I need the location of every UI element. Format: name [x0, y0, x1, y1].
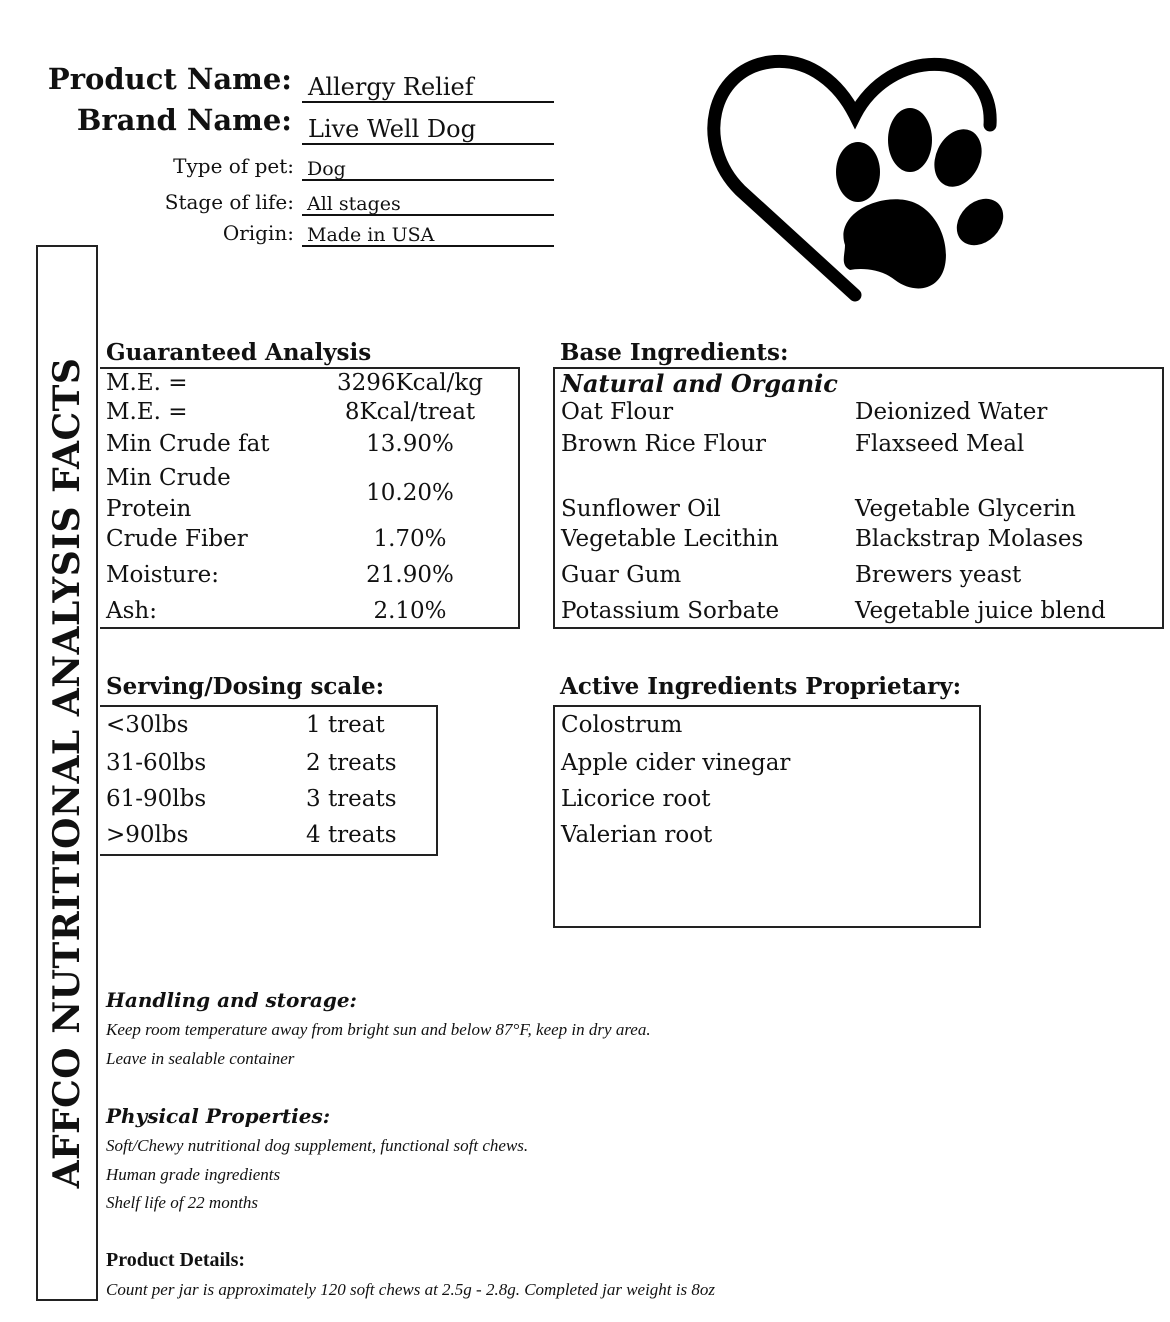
active-ingredients-box	[553, 705, 981, 928]
brand-name-label: Brand Name:	[76, 103, 292, 137]
active-ingredients-title: Active Ingredients Proprietary:	[560, 673, 962, 700]
ingredient-item: Sunflower Oil	[561, 496, 721, 522]
ingredient-item: Potassium Sorbate	[561, 598, 780, 624]
ga-label: Moisture:	[106, 562, 219, 588]
serving-weight: >90lbs	[106, 822, 189, 848]
base-ingredients-box	[553, 367, 1164, 629]
stage-of-life-value: All stages	[307, 193, 401, 215]
ingredient-item: Vegetable juice blend	[855, 598, 1106, 624]
type-of-pet-label: Type of pet:	[173, 154, 294, 178]
ga-value: 21.90%	[366, 562, 454, 588]
origin-label: Origin:	[222, 221, 294, 245]
ga-label: Min Crude Protein	[106, 465, 231, 523]
ga-value: 2.10%	[373, 598, 447, 624]
base-ingredients-subtitle: Natural and Organic	[561, 369, 838, 398]
product-name-value: Allergy Relief	[308, 73, 474, 101]
guaranteed-analysis-table	[100, 367, 520, 629]
stage-of-life-field	[302, 188, 554, 216]
type-of-pet-field	[302, 152, 554, 181]
serving-title: Serving/Dosing scale:	[106, 673, 385, 700]
product-details-line: Count per jar is approximately 120 soft chews at 2.5g - 2.8g. Completed jar weight is 8oz	[106, 1280, 715, 1299]
handling-title: Handling and storage:	[106, 988, 357, 1012]
serving-weight: 61-90lbs	[106, 786, 207, 812]
ga-value: 8Kcal/treat	[344, 399, 476, 425]
serving-dose: 1 treat	[306, 712, 385, 738]
physical-line: Human grade ingredients	[106, 1165, 281, 1184]
ingredient-item: Oat Flour	[561, 399, 674, 425]
product-details-title: Product Details:	[106, 1249, 246, 1271]
origin-value: Made in USA	[307, 224, 435, 246]
origin-field	[302, 219, 554, 247]
ingredient-item: Blackstrap Molases	[855, 526, 1084, 552]
physical-line: Shelf life of 22 months	[106, 1193, 259, 1212]
handling-line: Leave in sealable container	[106, 1049, 295, 1068]
serving-dose: 2 treats	[306, 750, 397, 776]
ingredient-item: Vegetable Lecithin	[561, 526, 779, 552]
ga-value: 10.20%	[366, 480, 454, 506]
ga-value: 3296Kcal/kg	[336, 370, 484, 396]
ingredient-item: Guar Gum	[561, 562, 682, 588]
physical-title: Physical Properties:	[106, 1104, 331, 1128]
ga-label: M.E. =	[106, 399, 188, 425]
ingredient-item: Deionized Water	[855, 399, 1048, 425]
ga-value: 1.70%	[373, 526, 447, 552]
stage-of-life-label: Stage of life:	[164, 190, 294, 214]
serving-dose: 4 treats	[306, 822, 397, 848]
ga-value: 13.90%	[366, 431, 454, 457]
product-name-field	[302, 68, 554, 103]
ga-label: Min Crude fat	[106, 431, 270, 457]
brand-name-field	[302, 110, 554, 145]
ga-label: Ash:	[106, 598, 157, 624]
active-ingredient: Valerian root	[561, 822, 713, 848]
serving-dose: 3 treats	[306, 786, 397, 812]
base-ingredients-title: Base Ingredients:	[560, 339, 789, 366]
side-banner	[36, 245, 98, 1301]
side-banner-text: AFFCO NUTRITIONAL ANALYSIS FACTS	[46, 357, 88, 1189]
serving-weight: <30lbs	[106, 712, 189, 738]
ingredient-item: Vegetable Glycerin	[855, 496, 1076, 522]
ingredient-item: Flaxseed Meal	[855, 431, 1025, 457]
serving-weight: 31-60lbs	[106, 750, 207, 776]
handling-line: Keep room temperature away from bright sun and below 87°F, keep in dry area.	[106, 1020, 651, 1039]
guaranteed-analysis-title: Guaranteed Analysis	[106, 339, 372, 366]
product-name-label: Product Name:	[47, 62, 292, 96]
active-ingredient: Licorice root	[561, 786, 711, 812]
brand-name-value: Live Well Dog	[308, 115, 476, 143]
active-ingredient: Apple cider vinegar	[561, 750, 791, 776]
heart-paw-icon	[700, 40, 1010, 310]
serving-table	[100, 705, 438, 856]
active-ingredient: Colostrum	[561, 712, 683, 738]
ga-label: Crude Fiber	[106, 526, 248, 552]
type-of-pet-value: Dog	[307, 158, 346, 180]
ingredient-item: Brewers yeast	[855, 562, 1022, 588]
physical-line: Soft/Chewy nutritional dog supplement, functional soft chews.	[106, 1136, 529, 1155]
ingredient-item: Brown Rice Flour	[561, 431, 767, 457]
ga-label: M.E. =	[106, 370, 188, 396]
